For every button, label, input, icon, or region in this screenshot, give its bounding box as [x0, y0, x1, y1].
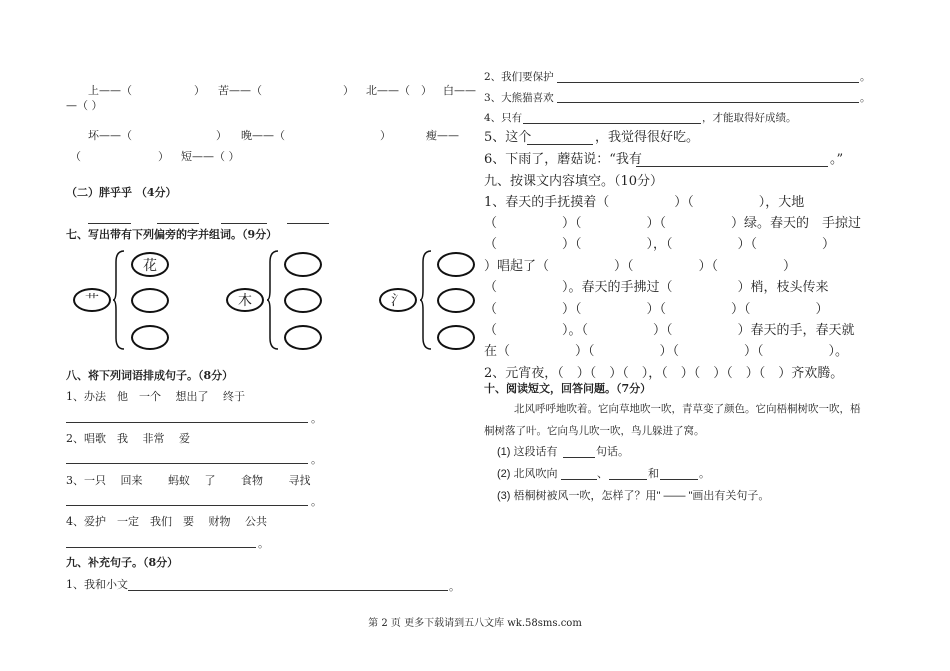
- question-suffix: ，我觉得很好吃。: [595, 130, 700, 145]
- fill-line: （ ）（ ）（ ）（ ）: [484, 302, 829, 317]
- answer-line[interactable]: [636, 166, 828, 167]
- radical-label: 木: [238, 293, 252, 309]
- question-item: (3) 梧桐树被风一吹，怎样了？用" —— "画出有关句子。: [497, 490, 770, 502]
- period: 。: [258, 537, 269, 550]
- period: 。: [311, 412, 322, 425]
- antonym-close-paren: ）: [343, 84, 354, 97]
- section-title: 八、将下列词语排成句子。（8分）: [66, 369, 234, 382]
- answer-circle[interactable]: [284, 325, 322, 350]
- answer-blank[interactable]: [609, 479, 647, 480]
- answer-circle[interactable]: [284, 288, 322, 313]
- passage-text: 北风呼呼地吹着。它向草地吹一吹，青草变了颜色。它向梧桐树吹一吹，梧: [514, 403, 861, 415]
- period: 。: [699, 468, 710, 480]
- answer-circle[interactable]: [437, 288, 475, 313]
- brace-icon: [112, 250, 126, 350]
- section-title: 九、按课文内容填空。（10分）: [484, 174, 664, 189]
- period: 。: [311, 495, 322, 508]
- fill-line: 2、元宵夜，（ ）（ ）（ ），（ ）（ ）（ ）（ ）齐欢腾。: [484, 366, 844, 381]
- passage-text: 桐树落了叶。它向鸟儿吹一吹，鸟儿躲进了窝。: [484, 425, 705, 437]
- answer-blank[interactable]: [287, 223, 329, 224]
- answer-line[interactable]: [527, 144, 593, 145]
- question-item: (1) 这段话有: [497, 446, 558, 458]
- fill-line: 在（ ）（ ）（ ）（ ）。: [484, 344, 849, 359]
- answer-circle[interactable]: [437, 325, 475, 350]
- antonym-wrap-close: ）: [158, 150, 169, 163]
- fill-line: （ ）。春天的手拂过（ ）梢，枝头传来: [484, 280, 829, 295]
- antonym-close-paren: ）: [216, 129, 227, 142]
- answer-line[interactable]: [66, 547, 256, 548]
- question-item: 4、只有: [484, 112, 523, 124]
- question-item: 1、办法 他 一个 想出了 终于: [66, 390, 245, 403]
- separator: 和: [648, 468, 659, 480]
- antonym-item-shang: 上——（: [88, 84, 132, 97]
- antonym-wrap-open: （: [70, 150, 81, 163]
- question-item: 1、我和小文: [66, 578, 128, 591]
- question-item: 2、我们要保护: [484, 71, 554, 83]
- answer-line[interactable]: [66, 505, 308, 506]
- section-title: 十、阅读短文，回答问题。（7分）: [484, 382, 652, 395]
- answer-circle[interactable]: [131, 325, 169, 350]
- answer-line[interactable]: [557, 82, 859, 83]
- fill-line: 1、春天的手抚摸着（ ）（ ），大地: [484, 195, 805, 210]
- separator: 、: [597, 468, 608, 480]
- answer-line[interactable]: [128, 590, 448, 591]
- antonym-close-paren: ）: [421, 84, 432, 97]
- question-item: 6、下雨了，蘑菇说：“我有: [484, 152, 642, 167]
- radical-circle: [73, 288, 111, 312]
- antonym-item-bei: 北——（: [366, 84, 410, 97]
- answer-blank[interactable]: [157, 223, 199, 224]
- antonym-item-bai: 白——: [443, 84, 476, 97]
- answer-line[interactable]: [557, 102, 859, 103]
- period: 。: [449, 580, 460, 593]
- radical-circle: [226, 288, 264, 312]
- answer-circle[interactable]: [131, 252, 169, 277]
- period: 。: [860, 71, 871, 83]
- answer-blank[interactable]: [563, 457, 595, 458]
- period: 。: [860, 92, 871, 104]
- section-title: 七、写出带有下列偏旁的字并组词。（9分）: [66, 228, 278, 241]
- answer-line[interactable]: [66, 463, 308, 464]
- question-item: 3、一只 回来 蚂蚁 了 食物 寻找: [66, 474, 311, 487]
- fill-line: （ ）。（ ）（ ）春天的手，春天就: [484, 323, 855, 338]
- answer-line[interactable]: [66, 422, 308, 423]
- question-suffix: ，才能取得好成绩。: [702, 112, 797, 124]
- answer-line[interactable]: [523, 123, 701, 124]
- antonym-item-shou: 瘦——: [426, 129, 459, 142]
- question-item: 2、唱歌 我 非常 爱: [66, 432, 190, 445]
- section-title: 九、补充句子。（8分）: [66, 556, 179, 569]
- antonym-item-duan: 短——（ ）: [181, 150, 240, 163]
- antonym-close-paren: ）: [194, 84, 205, 97]
- sample-char: 花: [143, 257, 157, 274]
- antonym-wrap: —（ ）: [66, 99, 103, 112]
- question-item: 4、爱护 一定 我们 要 财物 公共: [66, 515, 267, 528]
- question-item: (2) 北风吹向: [497, 468, 558, 480]
- question-suffix: 。”: [830, 152, 844, 167]
- antonym-item-ku: 苦——（: [218, 84, 262, 97]
- brace-icon: [266, 250, 280, 350]
- antonym-close-paren: ）: [380, 129, 391, 142]
- question-item: 3、大熊猫喜欢: [484, 92, 554, 104]
- antonym-item-wan: 晚——（: [241, 129, 285, 142]
- answer-blank[interactable]: [88, 223, 131, 224]
- section-title: （二）胖乎乎 （4分）: [66, 186, 177, 199]
- answer-blank[interactable]: [660, 479, 698, 480]
- brace-icon: [419, 250, 433, 350]
- fill-line: （ ）（ ），（ ）（ ）: [484, 237, 836, 252]
- fill-line: ）唱起了（ ）（ ）（ ）: [484, 259, 797, 274]
- question-suffix: 句话。: [596, 446, 629, 458]
- answer-blank[interactable]: [561, 479, 597, 480]
- question-item: 5、这个: [484, 130, 532, 145]
- answer-circle[interactable]: [437, 252, 475, 277]
- radical-label: 氵: [391, 293, 405, 309]
- answer-circle[interactable]: [284, 252, 322, 277]
- radical-circle: [379, 288, 417, 312]
- page-footer: 第 2 页 更多下载请到五八文库 wk.58sms.com: [368, 618, 582, 629]
- antonym-item-huai: 坏——（: [88, 129, 132, 142]
- answer-blank[interactable]: [221, 223, 267, 224]
- radical-label: 艹: [85, 293, 99, 309]
- fill-line: （ ）（ ）（ ）绿。春天的 手掠过: [484, 216, 862, 231]
- answer-circle[interactable]: [131, 288, 169, 313]
- period: 。: [311, 453, 322, 466]
